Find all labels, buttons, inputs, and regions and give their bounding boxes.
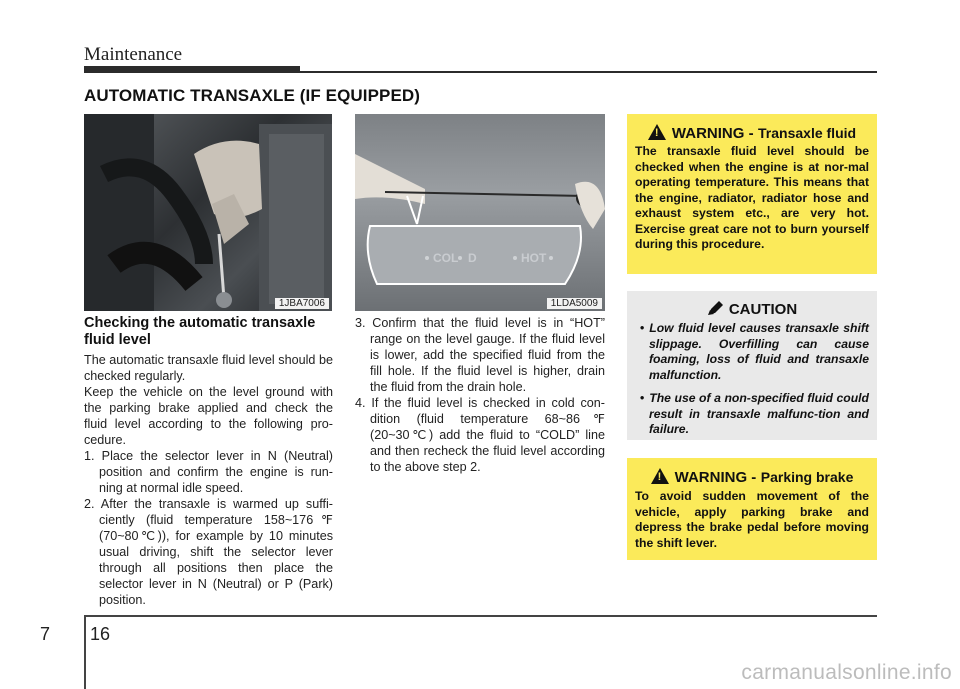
header-bar bbox=[84, 66, 300, 73]
warning-topic: Parking brake bbox=[760, 469, 854, 485]
warning-triangle-icon bbox=[651, 468, 669, 484]
caution-list bbox=[635, 321, 869, 446]
page-number-divider bbox=[84, 615, 86, 689]
gauge-label-hot: HOT bbox=[521, 251, 547, 265]
figure-code: 1JBA7006 bbox=[275, 298, 329, 309]
warning-triangle-icon bbox=[648, 124, 666, 140]
warning-box-parking-brake bbox=[627, 458, 877, 560]
caution-pencil-icon bbox=[707, 300, 725, 316]
running-head: Maintenance bbox=[84, 44, 183, 65]
header-rule bbox=[300, 71, 877, 73]
warning-label: WARNING - bbox=[674, 469, 757, 486]
caution-box bbox=[627, 291, 877, 440]
warning-body: The transaxle fluid level should be checked when the engine is at nor-mal operating temperature. This means that the engine, radiator, radiator hose and exhaust system etc., are very hot. Exercise great care not to burn yourself during this procedure. bbox=[635, 144, 869, 251]
warning-topic: Transaxle fluid bbox=[758, 125, 857, 141]
chapter-number: 7 bbox=[40, 624, 51, 644]
left-column bbox=[84, 352, 333, 608]
section-title: AUTOMATIC TRANSAXLE (IF EQUIPPED) bbox=[84, 86, 421, 105]
warning-heading bbox=[627, 124, 877, 143]
paragraph: Keep the vehicle on the level ground with the parking brake applied and check the fluid level according to the following pro-cedure. bbox=[84, 385, 333, 447]
step-item: 1. Place the selector lever in N (Neutral) position and confirm the engine is run-ning at normal idle speed. bbox=[84, 449, 333, 495]
dipstick-gauge-photo bbox=[355, 114, 605, 311]
caution-item: • The use of a non-specified fluid could result in transaxle malfunc-tion and failure. bbox=[635, 391, 869, 438]
gauge-label-d: D bbox=[468, 251, 477, 265]
figure-code: 1LDA5009 bbox=[547, 298, 602, 309]
step-item: 4. If the fluid level is checked in cold con-dition (fluid temperature 68~86℉ (20~30℃) add the fluid to “COLD” line and then recheck the fluid level according to the above step 2. bbox=[355, 396, 605, 474]
warning-label: WARNING - bbox=[671, 125, 754, 142]
gauge-label-col: COL bbox=[433, 251, 459, 265]
warning-box-transaxle-fluid bbox=[627, 114, 877, 274]
engine-bay-illustration bbox=[84, 114, 332, 311]
caution-heading bbox=[627, 300, 877, 318]
page-number: 16 bbox=[90, 624, 111, 644]
caution-label: CAUTION bbox=[728, 301, 798, 318]
engine-bay-photo bbox=[84, 114, 332, 311]
dipstick-illustration bbox=[355, 114, 605, 311]
middle-column bbox=[355, 315, 605, 475]
paragraph: The automatic transaxle fluid level should be checked regularly. bbox=[84, 353, 333, 383]
warning-heading bbox=[627, 468, 877, 487]
subheading: Checking the automatic transaxle fluid level bbox=[84, 315, 316, 348]
watermark: carmanualsonline.info bbox=[741, 661, 952, 684]
step-item: 2. After the transaxle is warmed up suffi-ciently (fluid temperature 158~176℉ (70~80℃)), for example by 10 minutes usual driving, shift the selector lever through all positions then place the selector lever in N (Neutral) or P (Park) position. bbox=[84, 497, 333, 607]
warning-body: To avoid sudden movement of the vehicle, apply parking brake and depress the brake pedal before moving the shift lever. bbox=[635, 489, 869, 550]
footer-rule bbox=[84, 615, 877, 617]
caution-item: • Low fluid level causes transaxle shift slippage. Overfilling can cause foaming, loss of fluid and transaxle malfunction. bbox=[635, 321, 869, 383]
step-item: 3. Confirm that the fluid level is in “HOT” range on the level gauge. If the fluid level is lower, add the specified fluid from the fill hole. If the fluid level is higher, drain the fluid from the drain hole. bbox=[355, 316, 605, 394]
